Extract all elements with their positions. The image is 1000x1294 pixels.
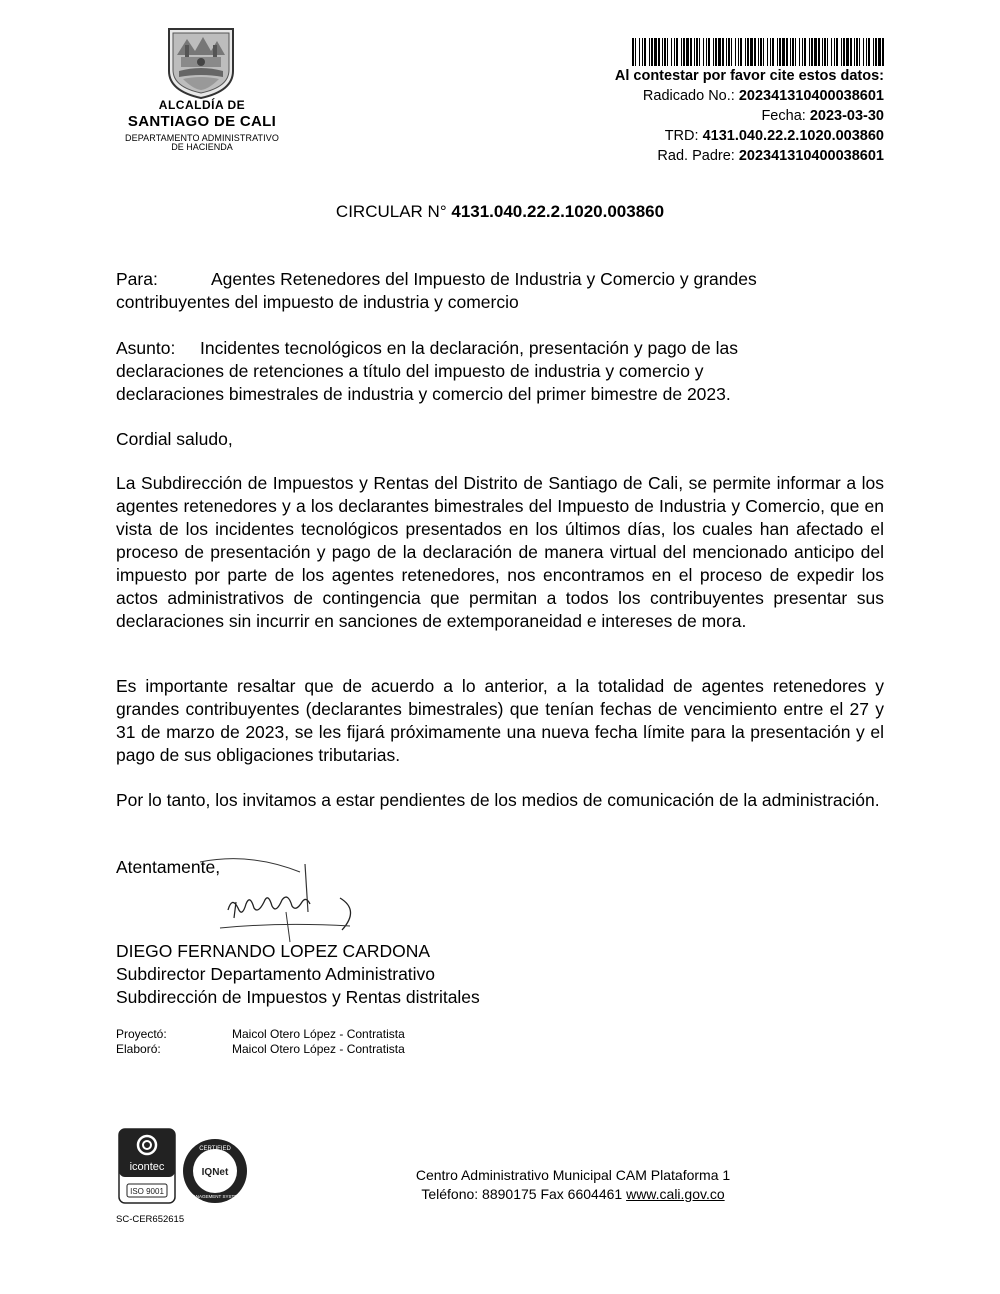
iqnet-label: IQNet <box>201 1167 229 1178</box>
barcode-bar <box>818 38 820 66</box>
barcode-bar <box>726 38 727 66</box>
barcode-bar <box>779 38 781 66</box>
barcode-bar <box>649 38 650 66</box>
barcode-bar <box>696 38 698 66</box>
signer-office: Subdirección de Impuestos y Rentas distritales <box>116 987 480 1007</box>
barcode-bar <box>667 38 668 66</box>
barcode-bar <box>875 38 877 66</box>
barcode-bar <box>674 38 675 66</box>
circular-label: CIRCULAR N° <box>335 202 447 221</box>
logo-line-city: SANTIAGO DE CALI <box>127 113 277 130</box>
barcode-bar <box>740 38 742 66</box>
barcode-bar <box>763 38 764 66</box>
barcode-bar <box>699 38 700 66</box>
signer-block <box>116 940 884 1009</box>
barcode-bar <box>873 38 874 66</box>
asunto-text-line3: declaraciones bimestrales de industria y comercio del primer bimestre de 2023. <box>116 384 731 404</box>
iqnet-certification-icon <box>182 1138 248 1204</box>
para-label: Para: <box>116 269 158 289</box>
footer-address <box>390 1166 756 1204</box>
barcode-bar <box>722 38 724 66</box>
footer-website-link[interactable]: www.cali.gov.co <box>626 1186 725 1202</box>
barcode-bar <box>745 38 746 66</box>
barcode-bar <box>738 38 739 66</box>
barcode-bar <box>747 38 749 66</box>
radicado-value: 202341310400038601 <box>738 88 884 104</box>
rad-padre-value: 202341310400038601 <box>738 148 884 164</box>
proyecto-value: Maicol Otero López - Contratista <box>232 1027 405 1041</box>
handwritten-signature-icon <box>190 852 370 944</box>
barcode-bar <box>731 38 732 66</box>
barcode-bar <box>824 38 826 66</box>
barcode-bar <box>804 38 806 66</box>
barcode-bar <box>802 38 803 66</box>
barcode-bar <box>658 38 660 66</box>
footer-phone: Teléfono: 8890175 Fax 6604461 <box>421 1186 623 1202</box>
barcode-bar <box>859 38 860 66</box>
elaboro-label: Elaboró: <box>116 1042 161 1056</box>
barcode-bar <box>706 38 707 66</box>
signer-title: Subdirector Departamento Administrativo <box>116 964 436 984</box>
barcode-bar <box>836 38 838 66</box>
barcode-bar <box>822 38 823 66</box>
barcode-bar <box>767 38 768 66</box>
icontec-certification-icon <box>118 1128 176 1204</box>
barcode-bar <box>651 38 653 66</box>
barcode-bar <box>694 38 695 66</box>
barcode-bar <box>639 38 640 66</box>
elaboro-value: Maicol Otero López - Contratista <box>232 1042 405 1056</box>
barcode-bar <box>790 38 791 66</box>
certification-code: SC-CER652615 <box>116 1214 185 1225</box>
barcode-bar <box>863 38 864 66</box>
barcode-bar <box>632 38 634 66</box>
fecha-label: Fecha: <box>761 108 806 124</box>
barcode-bar <box>866 38 867 66</box>
circular-title <box>0 202 1000 222</box>
asunto-section <box>116 337 884 406</box>
barcode-bar <box>718 38 721 66</box>
asunto-text-line1: Incidentes tecnológicos en la declaración, presentación y pago de las <box>200 338 738 358</box>
para-text-line1: Agentes Retenedores del Impuesto de Industria y Comercio y grandes <box>211 269 757 289</box>
barcode-bar <box>728 38 730 66</box>
paragraph-3: Por lo tanto, los invitamos a estar pendientes de los medios de comunicación de la administración. <box>116 790 880 810</box>
barcode-bar <box>642 38 643 66</box>
barcode-bar <box>654 38 657 66</box>
barcode-bar <box>814 38 817 66</box>
fecha-value: 2023-03-30 <box>809 108 884 124</box>
radicado-block <box>615 66 884 166</box>
barcode-bar <box>676 38 678 66</box>
credits-block <box>116 1027 405 1057</box>
barcode-bar <box>671 38 672 66</box>
barcode-bar <box>786 38 788 66</box>
barcode-bar <box>735 38 736 66</box>
barcode-bar <box>754 38 756 66</box>
proyecto-label: Proyectó: <box>116 1027 167 1041</box>
barcode-bar <box>750 38 753 66</box>
barcode-bar <box>690 38 692 66</box>
barcode-bar <box>664 38 666 66</box>
barcode-bar <box>868 38 870 66</box>
trd-label: TRD: <box>664 128 699 144</box>
barcode-bar <box>644 38 646 66</box>
barcode-bar <box>713 38 714 66</box>
logo-line-hacienda: DE HACIENDA <box>171 142 233 152</box>
barcode-bar <box>809 38 810 66</box>
radicado-heading: Al contestar por favor cite estos datos: <box>614 68 884 84</box>
barcode-bar <box>843 38 845 66</box>
barcode-bar <box>635 38 636 66</box>
iso-label: ISO 9001 <box>130 1187 164 1196</box>
asunto-text-line2: declaraciones de retenciones a título del impuesto de industria y comercio y <box>116 361 704 381</box>
barcode-bar <box>850 38 852 66</box>
barcode-bar <box>792 38 794 66</box>
barcode-bar <box>703 38 704 66</box>
greeting: Cordial saludo, <box>116 429 233 449</box>
paragraph-1: La Subdirección de Impuestos y Rentas del Distrito de Santiago de Cali, se permite informar a los agentes retenedores y a los declarantes bimestrales del Impuesto de Industria y Comercio, que en vista de los incidentes tecnológicos presentados en los últimos días, los cuales han afectado el proceso de presentación y pago de la declaración de manera virtual del mencionado anticipo del impuesto por parte de los agentes retenedores, nos encontramos en el proceso de expedir los actos administrativos de contingencia que permitan a todos los contribuyentes presentar sus declaraciones sin incurrir en sanciones de extemporaneidad e intereses de mora. <box>116 473 884 631</box>
trd-value: 4131.040.22.2.1020.003860 <box>702 128 884 144</box>
barcode-bar <box>662 38 663 66</box>
barcode-bar <box>681 38 682 66</box>
barcode-bar <box>827 38 828 66</box>
logo-line-department: DEPARTAMENTO ADMINISTRATIVO <box>125 133 279 143</box>
logo-line-alcaldia: ALCALDÍA DE <box>158 98 246 112</box>
barcode-bar <box>831 38 832 66</box>
barcode-bar <box>882 38 884 66</box>
cali-coat-of-arms-icon <box>165 25 237 100</box>
signer-name: DIEGO FERNANDO LOPEZ CARDONA <box>116 941 431 961</box>
barcode-bar <box>878 38 881 66</box>
icontec-label: icontec <box>129 1161 165 1173</box>
barcode-bar <box>799 38 800 66</box>
barcode-bar <box>772 38 774 66</box>
barcode-bar <box>856 38 858 66</box>
barcode-bar <box>854 38 855 66</box>
para-text-line2: contribuyentes del impuesto de industria y comercio <box>116 292 519 312</box>
barcode-icon <box>632 38 884 66</box>
footer-address-line: Centro Administrativo Municipal CAM Plataforma 1 <box>415 1167 731 1183</box>
asunto-label: Asunto: <box>116 338 176 358</box>
para-section <box>116 268 884 314</box>
rad-padre-label: Rad. Padre: <box>657 148 735 164</box>
barcode-bar <box>834 38 835 66</box>
barcode-bar <box>708 38 710 66</box>
barcode-bar <box>846 38 849 66</box>
closing: Atentamente, <box>116 857 221 877</box>
barcode-bar <box>683 38 685 66</box>
barcode-bar <box>782 38 785 66</box>
management-label: MANAGEMENT SYSTEM <box>189 1194 241 1199</box>
barcode-bar <box>760 38 762 66</box>
barcode-bar <box>777 38 778 66</box>
certified-label: CERTIFIED <box>199 1146 231 1152</box>
barcode-bar <box>770 38 771 66</box>
barcode-bar <box>811 38 813 66</box>
barcode-bar <box>686 38 689 66</box>
paragraph-2: Es importante resaltar que de acuerdo a lo anterior, a la totalidad de agentes retenedores y grandes contribuyentes (declarantes bimestrales) que tenían fechas de vencimiento entre el 27 y 31 de marzo de 2023, se les fijará próximamente una nueva fecha límite para la presentación y el pago de sus obligaciones tributarias. <box>116 676 884 765</box>
barcode-bar <box>758 38 759 66</box>
barcode-bar <box>795 38 796 66</box>
barcode-bar <box>715 38 717 66</box>
circular-number: 4131.040.22.2.1020.003860 <box>451 202 665 221</box>
barcode-bar <box>841 38 842 66</box>
radicado-label: Radicado No.: <box>642 88 735 104</box>
